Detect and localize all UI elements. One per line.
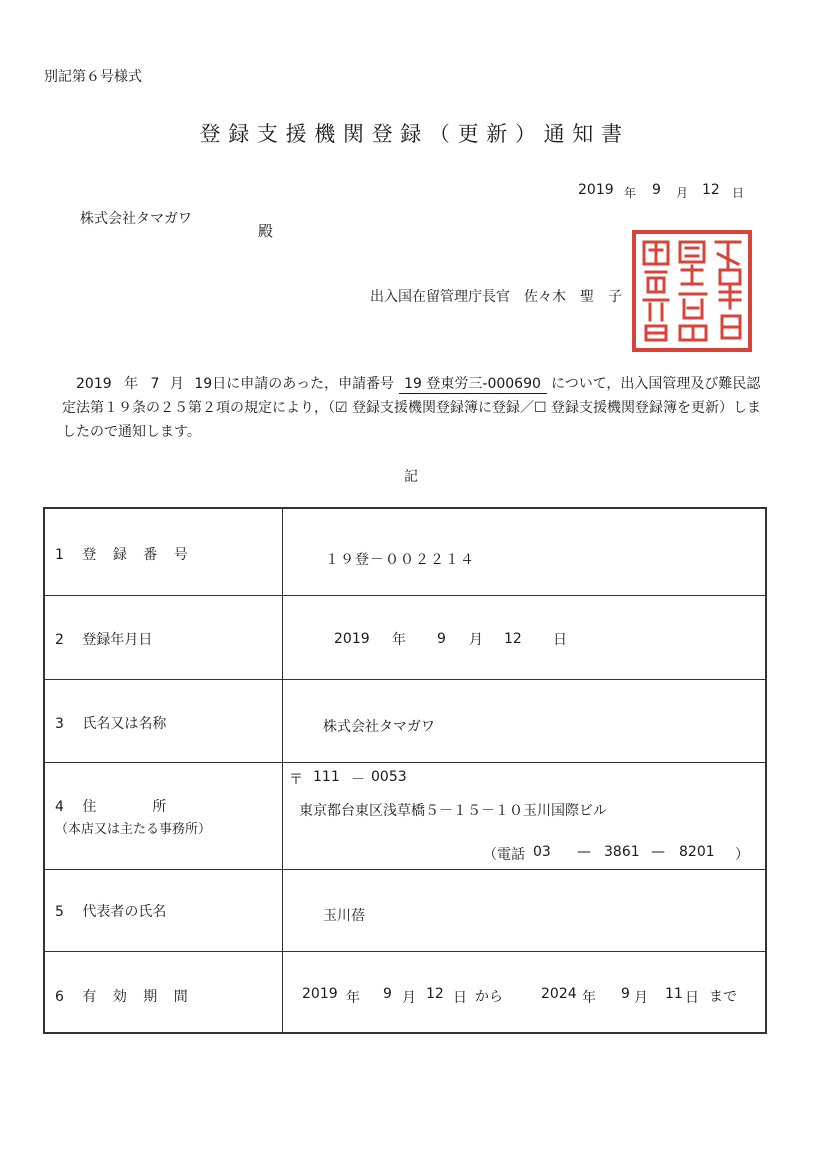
app-year-unit: 年 [124, 376, 139, 392]
row-6-label [55, 986, 194, 1006]
reg-year: 2019 [334, 631, 370, 647]
row-label: 代表者の氏名 [82, 904, 167, 920]
issuer-name: 出入国在留管理庁長官 佐々木 聖 子 [370, 289, 622, 305]
row-4-sublabel: （本店又は主たる事務所） [55, 822, 212, 837]
app-day: 19 [194, 376, 213, 392]
from-word: から [475, 989, 503, 1005]
phone-dash: — [577, 844, 591, 860]
valid-to-day: 11 [665, 986, 683, 1002]
reg-month: 9 [437, 631, 446, 647]
seal-glyphs [636, 234, 748, 348]
row-label: 登 録 番 号 [82, 547, 194, 563]
phone-dash: — [651, 844, 665, 860]
row-4-label [55, 796, 166, 816]
row-label: 氏名又は名称 [82, 716, 167, 732]
row-3-label [55, 713, 166, 733]
postal-code-1: 111 [313, 769, 340, 785]
valid-from-day-unit: 日 [453, 990, 467, 1006]
representative-name: 玉川蓓 [323, 908, 365, 924]
row-divider [45, 869, 765, 870]
valid-from-month: 9 [383, 986, 392, 1002]
app-day-suffix: 日に申請のあった，申請番号 [212, 376, 395, 392]
row-number: 4 [55, 799, 64, 815]
valid-to-month-unit: 月 [634, 990, 648, 1006]
valid-from-year-unit: 年 [346, 990, 360, 1006]
checkbox-checked: ☑ [335, 400, 348, 416]
row-number: 3 [55, 716, 64, 732]
reg-year-unit: 年 [392, 632, 406, 648]
address: 東京都台東区浅草橋５－１５－１０玉川国際ビル [299, 803, 607, 819]
row-label: 登録年月日 [82, 632, 153, 648]
app-year: 2019 [76, 376, 112, 392]
row-label: 住 所 [82, 799, 167, 815]
valid-from-day: 12 [426, 986, 444, 1002]
registration-table [43, 507, 767, 1034]
body-text-main: について，出入国管理及び難民認定法第１９条の２５第２項の規定により，（ [62, 376, 761, 416]
postal-mark: 〒 [289, 772, 303, 788]
issue-year-unit: 年 [624, 186, 637, 200]
issue-month-unit: 月 [676, 186, 689, 200]
official-seal [632, 230, 752, 352]
phone-close: ） [735, 847, 749, 863]
row-5-label [55, 901, 166, 921]
valid-to-day-unit: 日 [685, 990, 699, 1006]
reg-month-unit: 月 [469, 632, 483, 648]
issue-month: 9 [652, 182, 661, 198]
valid-from-month-unit: 月 [402, 990, 416, 1006]
valid-from-year: 2019 [302, 986, 338, 1002]
row-1-label [55, 544, 194, 564]
registration-number: １９登－００２２１４ [325, 552, 475, 568]
phone-exchange: 3861 [604, 844, 640, 860]
reg-day: 12 [504, 631, 522, 647]
document-title: 登 録 支 援 機 関 登 録 （ 更 新 ） 通 知 書 [199, 122, 623, 146]
column-divider [282, 509, 283, 1032]
row-number: 5 [55, 904, 64, 920]
row-number: 2 [55, 632, 64, 648]
row-divider [45, 951, 765, 952]
issue-year: 2019 [578, 182, 614, 198]
phone-label: （電話 [483, 847, 525, 863]
row-divider [45, 595, 765, 596]
reg-day-unit: 日 [553, 632, 567, 648]
postal-code-2: 0053 [371, 769, 407, 785]
row-divider [45, 762, 765, 763]
ki-heading: 記 [404, 469, 418, 485]
row-2-label [55, 629, 152, 649]
row-divider [45, 679, 765, 680]
option-renew: 登録支援機関登録簿を更新）しましたので通知します。 [62, 400, 762, 440]
form-number: 別記第６号様式 [44, 69, 142, 85]
app-month: 7 [150, 376, 160, 392]
registered-name: 株式会社タマガワ [323, 719, 435, 735]
recipient-name: 株式会社タマガワ [80, 211, 192, 227]
issue-day: 12 [702, 182, 720, 198]
row-label: 有 効 期 間 [82, 989, 194, 1005]
valid-to-year-unit: 年 [582, 990, 596, 1006]
app-month-unit: 月 [169, 376, 184, 392]
valid-to-month: 9 [621, 986, 630, 1002]
issue-day-unit: 日 [732, 186, 745, 200]
option-register: 登録支援機関登録簿に登録／ [352, 400, 535, 416]
phone-number: 8201 [679, 844, 715, 860]
checkbox-empty: ☐ [534, 400, 547, 416]
honorific: 殿 [258, 222, 274, 240]
phone-area: 03 [533, 844, 551, 860]
to-word: まで [709, 989, 737, 1005]
row-number: 1 [55, 547, 64, 563]
notice-body [62, 372, 770, 444]
row-number: 6 [55, 989, 64, 1005]
valid-to-year: 2024 [541, 986, 577, 1002]
postal-dash: － [351, 772, 365, 788]
application-number: 19 登東労三-000690 [399, 375, 547, 394]
